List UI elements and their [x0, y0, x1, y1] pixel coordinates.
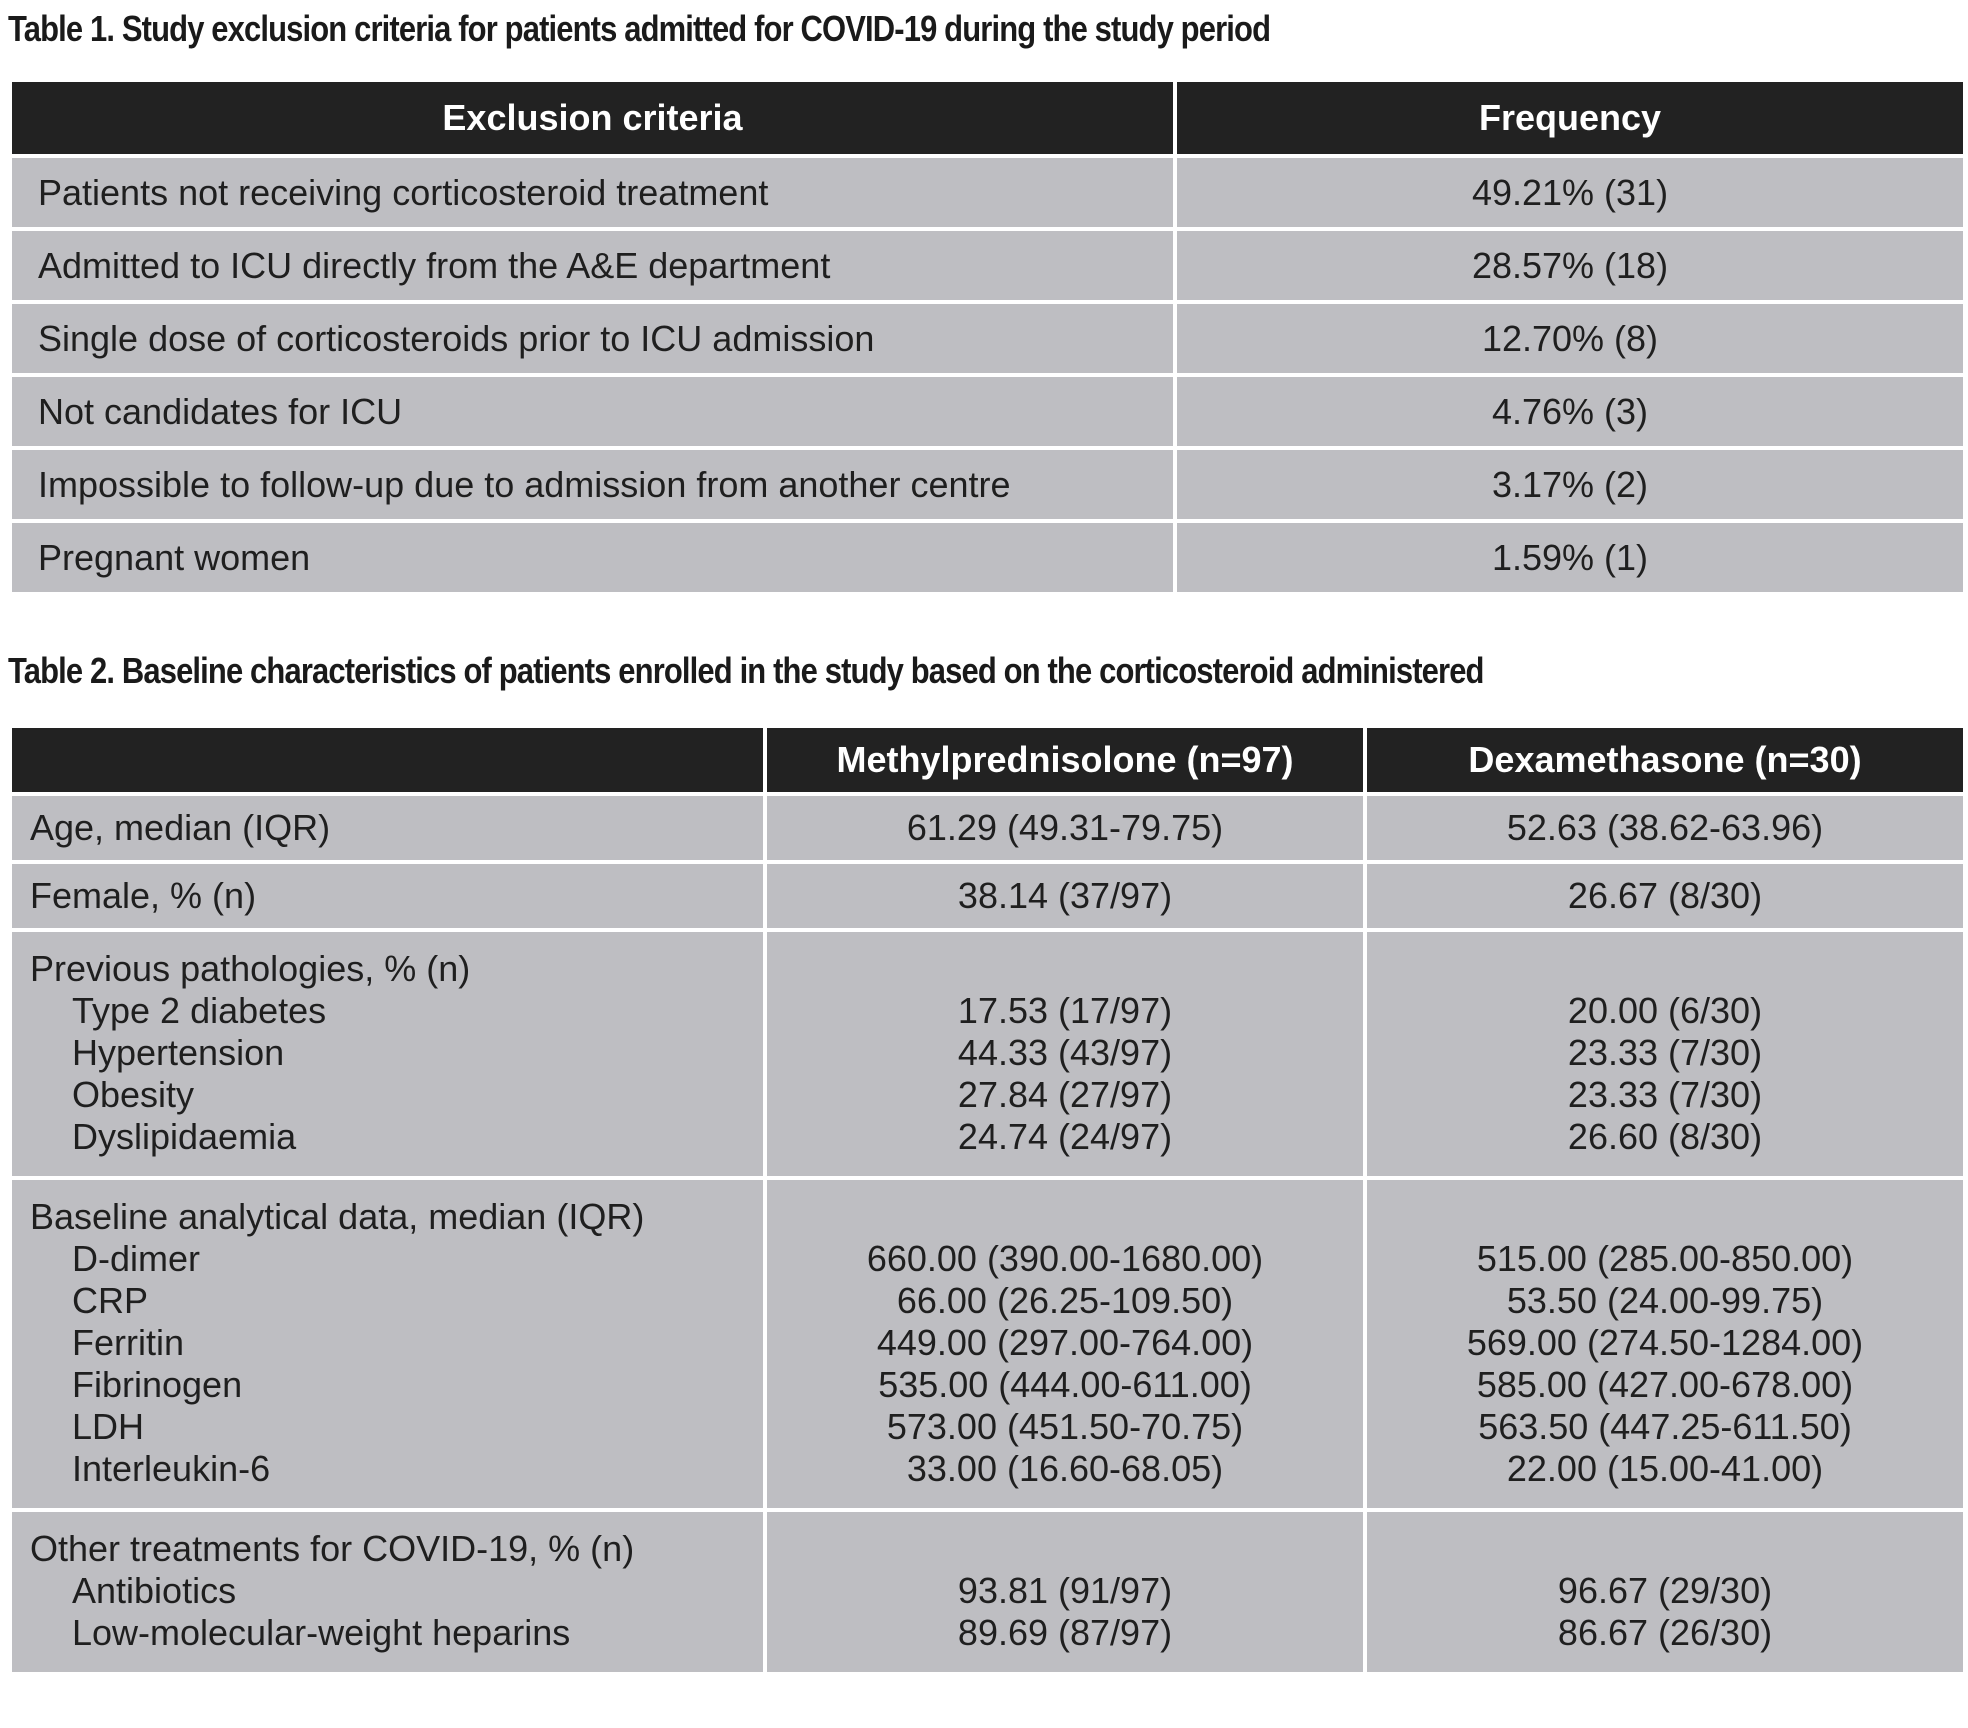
methylprednisolone-value: 17.53 (17/97) [957, 990, 1173, 1031]
group-label-cell [10, 1178, 765, 1510]
table2-header-row [10, 726, 1965, 794]
methylprednisolone-value: 61.29 (49.31-79.75) [765, 794, 1365, 862]
table1-header-row [10, 80, 1965, 156]
dexamethasone-values [1365, 930, 1965, 1178]
dexamethasone-value: 23.33 (7/30) [1567, 1074, 1763, 1115]
item-label: Obesity [72, 1074, 195, 1115]
methylprednisolone-values [765, 930, 1365, 1178]
frequency-cell: 4.76% (3) [1175, 375, 1965, 448]
header-dexamethasone: Dexamethasone (n=30) [1365, 726, 1965, 794]
dexamethasone-value: 26.67 (8/30) [1365, 862, 1965, 930]
blank-line [1367, 1196, 1963, 1238]
dexamethasone-values [1365, 1178, 1965, 1510]
dexamethasone-value: 569.00 (274.50-1284.00) [1466, 1322, 1864, 1363]
table-row [10, 448, 1965, 521]
criteria-cell: Not candidates for ICU [10, 375, 1175, 448]
blank-line [1367, 948, 1963, 990]
group-label-cell [10, 930, 765, 1178]
table-row [10, 229, 1965, 302]
dexamethasone-value: 515.00 (285.00-850.00) [1476, 1238, 1854, 1279]
group-heading: Other treatments for COVID-19, % (n) [30, 1528, 635, 1569]
dexamethasone-value: 52.63 (38.62-63.96) [1365, 794, 1965, 862]
header-methylprednisolone: Methylprednisolone (n=97) [765, 726, 1365, 794]
methylprednisolone-value: 93.81 (91/97) [957, 1570, 1173, 1611]
dexamethasone-value: 20.00 (6/30) [1567, 990, 1763, 1031]
item-label: D-dimer [72, 1238, 201, 1279]
item-label: Dyslipidaemia [72, 1116, 297, 1157]
methylprednisolone-value: 449.00 (297.00-764.00) [876, 1322, 1254, 1363]
header-frequency: Frequency [1175, 80, 1965, 156]
table-row-group-other-treatments [10, 1510, 1965, 1674]
item-label: Hypertension [72, 1032, 285, 1073]
dexamethasone-values [1365, 1510, 1965, 1674]
dexamethasone-value: 585.00 (427.00-678.00) [1476, 1364, 1854, 1405]
table-row [10, 302, 1965, 375]
table1-title: Table 1. Study exclusion criteria for patients admitted for COVID-19 during the study period [8, 8, 1271, 49]
methylprednisolone-value: 24.74 (24/97) [957, 1116, 1173, 1157]
criteria-cell: Patients not receiving corticosteroid treatment [10, 156, 1175, 229]
table-row-group-previous-pathologies [10, 930, 1965, 1178]
dexamethasone-value: 22.00 (15.00-41.00) [1506, 1448, 1824, 1489]
blank-line [1367, 1528, 1963, 1570]
table2-title: Table 2. Baseline characteristics of patients enrolled in the study based on the corticosteroid administered [8, 650, 1484, 691]
dexamethasone-value: 23.33 (7/30) [1567, 1032, 1763, 1073]
item-label: Interleukin-6 [72, 1448, 271, 1489]
dexamethasone-value: 563.50 (447.25-611.50) [1478, 1406, 1852, 1447]
methylprednisolone-values [765, 1510, 1365, 1674]
frequency-cell: 49.21% (31) [1175, 156, 1965, 229]
dexamethasone-value: 86.67 (26/30) [1557, 1612, 1773, 1653]
table-row [10, 156, 1965, 229]
blank-line [767, 948, 1363, 990]
methylprednisolone-value: 66.00 (26.25-109.50) [896, 1280, 1234, 1321]
blank-line [767, 1528, 1363, 1570]
table-row [10, 862, 1965, 930]
table-row [10, 521, 1965, 594]
row-label: Female, % (n) [10, 862, 765, 930]
group-heading: Baseline analytical data, median (IQR) [30, 1196, 645, 1237]
criteria-cell: Pregnant women [10, 521, 1175, 594]
item-label: Type 2 diabetes [72, 990, 327, 1031]
frequency-cell: 12.70% (8) [1175, 302, 1965, 375]
table-row [10, 794, 1965, 862]
frequency-cell: 3.17% (2) [1175, 448, 1965, 521]
criteria-cell: Admitted to ICU directly from the A&E department [10, 229, 1175, 302]
methylprednisolone-value: 535.00 (444.00-611.00) [878, 1364, 1252, 1405]
methylprednisolone-value: 573.00 (451.50-70.75) [886, 1406, 1244, 1447]
methylprednisolone-value: 44.33 (43/97) [957, 1032, 1173, 1073]
item-label: Ferritin [72, 1322, 185, 1363]
baseline-characteristics-table [8, 724, 1967, 1676]
frequency-cell: 28.57% (18) [1175, 229, 1965, 302]
item-label: LDH [72, 1406, 145, 1447]
table-row-group-baseline-analytical [10, 1178, 1965, 1510]
methylprednisolone-value: 89.69 (87/97) [957, 1612, 1173, 1653]
dexamethasone-value: 53.50 (24.00-99.75) [1506, 1280, 1824, 1321]
table-row [10, 375, 1965, 448]
dexamethasone-value: 96.67 (29/30) [1557, 1570, 1773, 1611]
blank-line [767, 1196, 1363, 1238]
item-label: Low-molecular-weight heparins [72, 1612, 571, 1653]
methylprednisolone-value: 38.14 (37/97) [765, 862, 1365, 930]
dexamethasone-value: 26.60 (8/30) [1567, 1116, 1763, 1157]
item-label: CRP [72, 1280, 149, 1321]
frequency-cell: 1.59% (1) [1175, 521, 1965, 594]
row-label: Age, median (IQR) [10, 794, 765, 862]
group-label-cell [10, 1510, 765, 1674]
item-label: Antibiotics [72, 1570, 237, 1611]
group-heading: Previous pathologies, % (n) [30, 948, 471, 989]
header-blank [10, 726, 765, 794]
methylprednisolone-values [765, 1178, 1365, 1510]
methylprednisolone-value: 660.00 (390.00-1680.00) [866, 1238, 1264, 1279]
criteria-cell: Single dose of corticosteroids prior to ICU admission [10, 302, 1175, 375]
criteria-cell: Impossible to follow-up due to admission from another centre [10, 448, 1175, 521]
exclusion-criteria-table [8, 78, 1967, 596]
methylprednisolone-value: 33.00 (16.60-68.05) [906, 1448, 1224, 1489]
methylprednisolone-value: 27.84 (27/97) [957, 1074, 1173, 1115]
header-exclusion-criteria: Exclusion criteria [10, 80, 1175, 156]
item-label: Fibrinogen [72, 1364, 243, 1405]
